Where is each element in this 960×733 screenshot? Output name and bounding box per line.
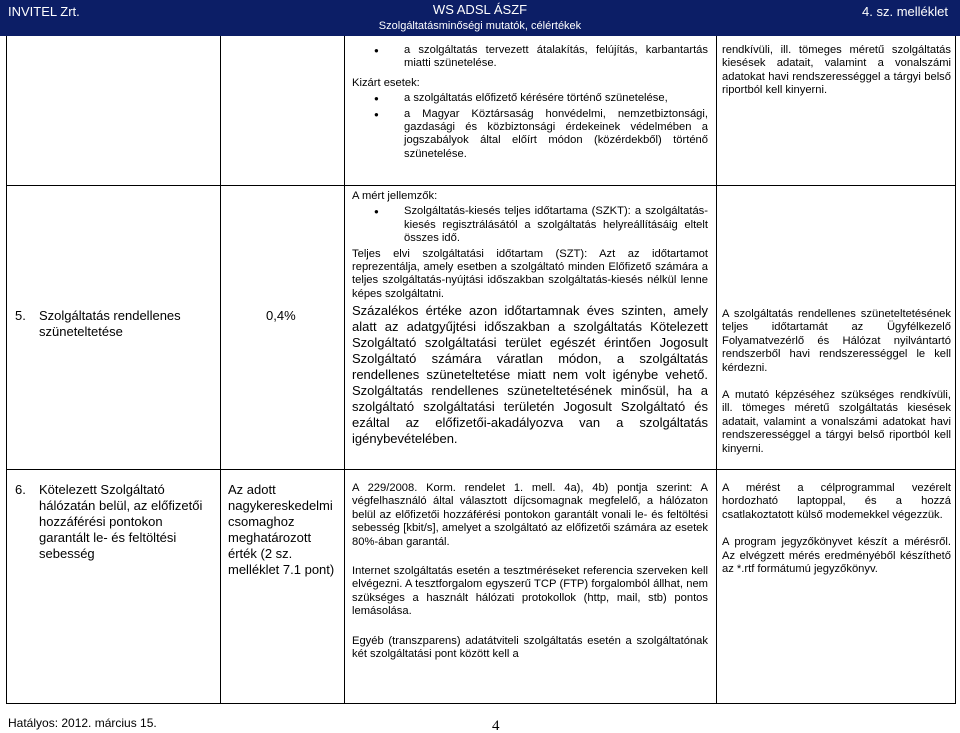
row6-number: 6.: [15, 482, 26, 497]
row6-title-text: Kötelezett Szolgáltató hálózatán belül, az előfizetői hozzáférési pontokon garantált le- és feltöltési sebesség: [39, 482, 203, 561]
top-row-description: [352, 44, 708, 163]
quality-indicators-table: [6, 36, 956, 704]
document-subtitle: Szolgáltatásminőségi mutatók, célértékek: [378, 20, 582, 32]
row5-method: [722, 308, 951, 458]
column-divider: [716, 36, 717, 703]
top-row-method: rendkívüli, ill. tömeges méretű szolgáltatás kiesések adatait, valamint a vonalszámi adatokat havi rendszerességgel a tárgyi belső riportból kell kinyerni.: [722, 44, 951, 97]
column-divider: [220, 36, 221, 703]
measured-label: A mért jellemzők:: [352, 190, 438, 202]
row5-method-p2: A mutató képzéséhez szükséges rendkívüli, ill. tömeges méretű szolgáltatás kiesések adatait, valamint a vonalszámi adatokat havi rendszerességgel a tárgyi belső riportból kell kinyerni.: [722, 389, 951, 455]
row-divider: [7, 469, 955, 470]
row5-target-value: 0,4%: [266, 308, 296, 323]
row5-number: 5.: [15, 308, 26, 323]
row5-method-p1: A szolgáltatás rendellenes szüneteltetésének teljes időtartamát az Ügyfélkezelő Folyamatvezérlő és Hálózat nyilvántartó rendszerből havi rendszerességgel le kell kérdezni.: [722, 308, 951, 374]
row5-title: [15, 308, 215, 340]
excluded-cases-label: Kizárt esetek:: [352, 76, 420, 89]
effective-date: Hatályos: 2012. március 15.: [8, 716, 157, 730]
list-item: ● Szolgáltatás-kiesés teljes időtartama (SZKT): a szolgáltatás-kiesés regisztrálásától a szolgáltatás helyreállításáig eltelt összes idő.: [352, 205, 708, 245]
document-title: WS ADSL ÁSZF: [432, 2, 528, 17]
row6-desc-p2: Internet szolgáltatás esetén a tesztméréseket referencia szerveken kell elvégezni. A tesztforgalom egyszerű TCP (FTP) forgalomból állhat, nem szükséges a használt hálózati protokollok (http, mail, stb) pontos lemásolása.: [352, 565, 708, 618]
row6-title: [15, 482, 215, 562]
row6-method: [722, 482, 951, 578]
row6-target-value: Az adott nagykereskedelmi csomaghoz meghatározott érték (2 sz. melléklet 7.1 pont): [228, 482, 335, 577]
page-number: 4: [492, 718, 500, 733]
document-title-block: [320, 2, 640, 34]
szt-definition: Teljes elvi szolgáltatási időtartam (SZT): Azt az időtartamot reprezentálja, amely esetben a szolgáltató minden Előfizető számára a teljes szolgáltatás-nyújtási időszakban szolgáltatás-kiesés nélkül lenne képes szolgáltatni.: [352, 247, 708, 300]
document-header: [0, 0, 960, 36]
annex-label: 4. sz. melléklet: [862, 4, 948, 19]
percent-definition: Százalékos értéke azon időtartamnak éves szinten, amely alatt az adatgyűjtési időszakban a szolgáltatás Kötelezett Szolgáltató szolgáltatási terület egészét érintően Jogosult Szolgáltató számára váratlan módon, a szolgáltatás rendellenes szüneteltetése miatt nem volt igénybe vehető. Szolgáltatás rendellenes szüneteltetésének minősül, ha a szolgáltató szolgáltatási területén Jogosult Szolgáltató és ezáltal az előfizetői-akadályozva van a szolgáltatás igénybevételében.: [352, 303, 708, 447]
row6-description: [352, 482, 708, 663]
list-item: ● a szolgáltatás előfizető kérésére történő szünetelése,: [352, 92, 708, 105]
row5-description: [352, 190, 708, 449]
row5-title-text: Szolgáltatás rendellenes szüneteltetése: [39, 308, 181, 339]
list-item: ● a Magyar Köztársaság honvédelmi, nemzetbiztonsági, gazdasági és közbiztonsági érdekeinek védelmében a jogszabályok által előírt módon (közérdekből) történő szünetelése.: [352, 108, 708, 162]
row6-method-p1: A mérést a célprogrammal vezérelt hordozható laptoppal, és a hozzá csatlakoztatott külső modemekkel végezzük.: [722, 482, 951, 521]
row6-desc-p3: Egyéb (transzparens) adatátviteli szolgáltatás esetén a szolgáltatónak két szolgáltatási pont között kell a: [352, 634, 708, 661]
list-item: ● a szolgáltatás tervezett átalakítás, felújítás, karbantartás miatti szünetelése.: [352, 44, 708, 71]
row6-method-p2: A program jegyzőkönyvet készít a mérésről. Az elvégzett mérés eredményéből készíthető az *.rtf formátumú jegyzőkönyv.: [722, 536, 951, 576]
company-name: INVITEL Zrt.: [8, 4, 80, 19]
row6-desc-p1: A 229/2008. Korm. rendelet 1. mell. 4a), 4b) pontja szerint: A végfelhasználó által választott díjcsomagnak megfelelő, a hálózaton belül az előfizetői hozzáférési pontokon garantált vonali le- és feltöltési sebesség [kbit/s], amelyet a szolgáltató az előfizetői számára az esetek 80%-ában garantál.: [352, 482, 708, 548]
row-divider: [7, 185, 955, 186]
column-divider: [344, 36, 345, 703]
